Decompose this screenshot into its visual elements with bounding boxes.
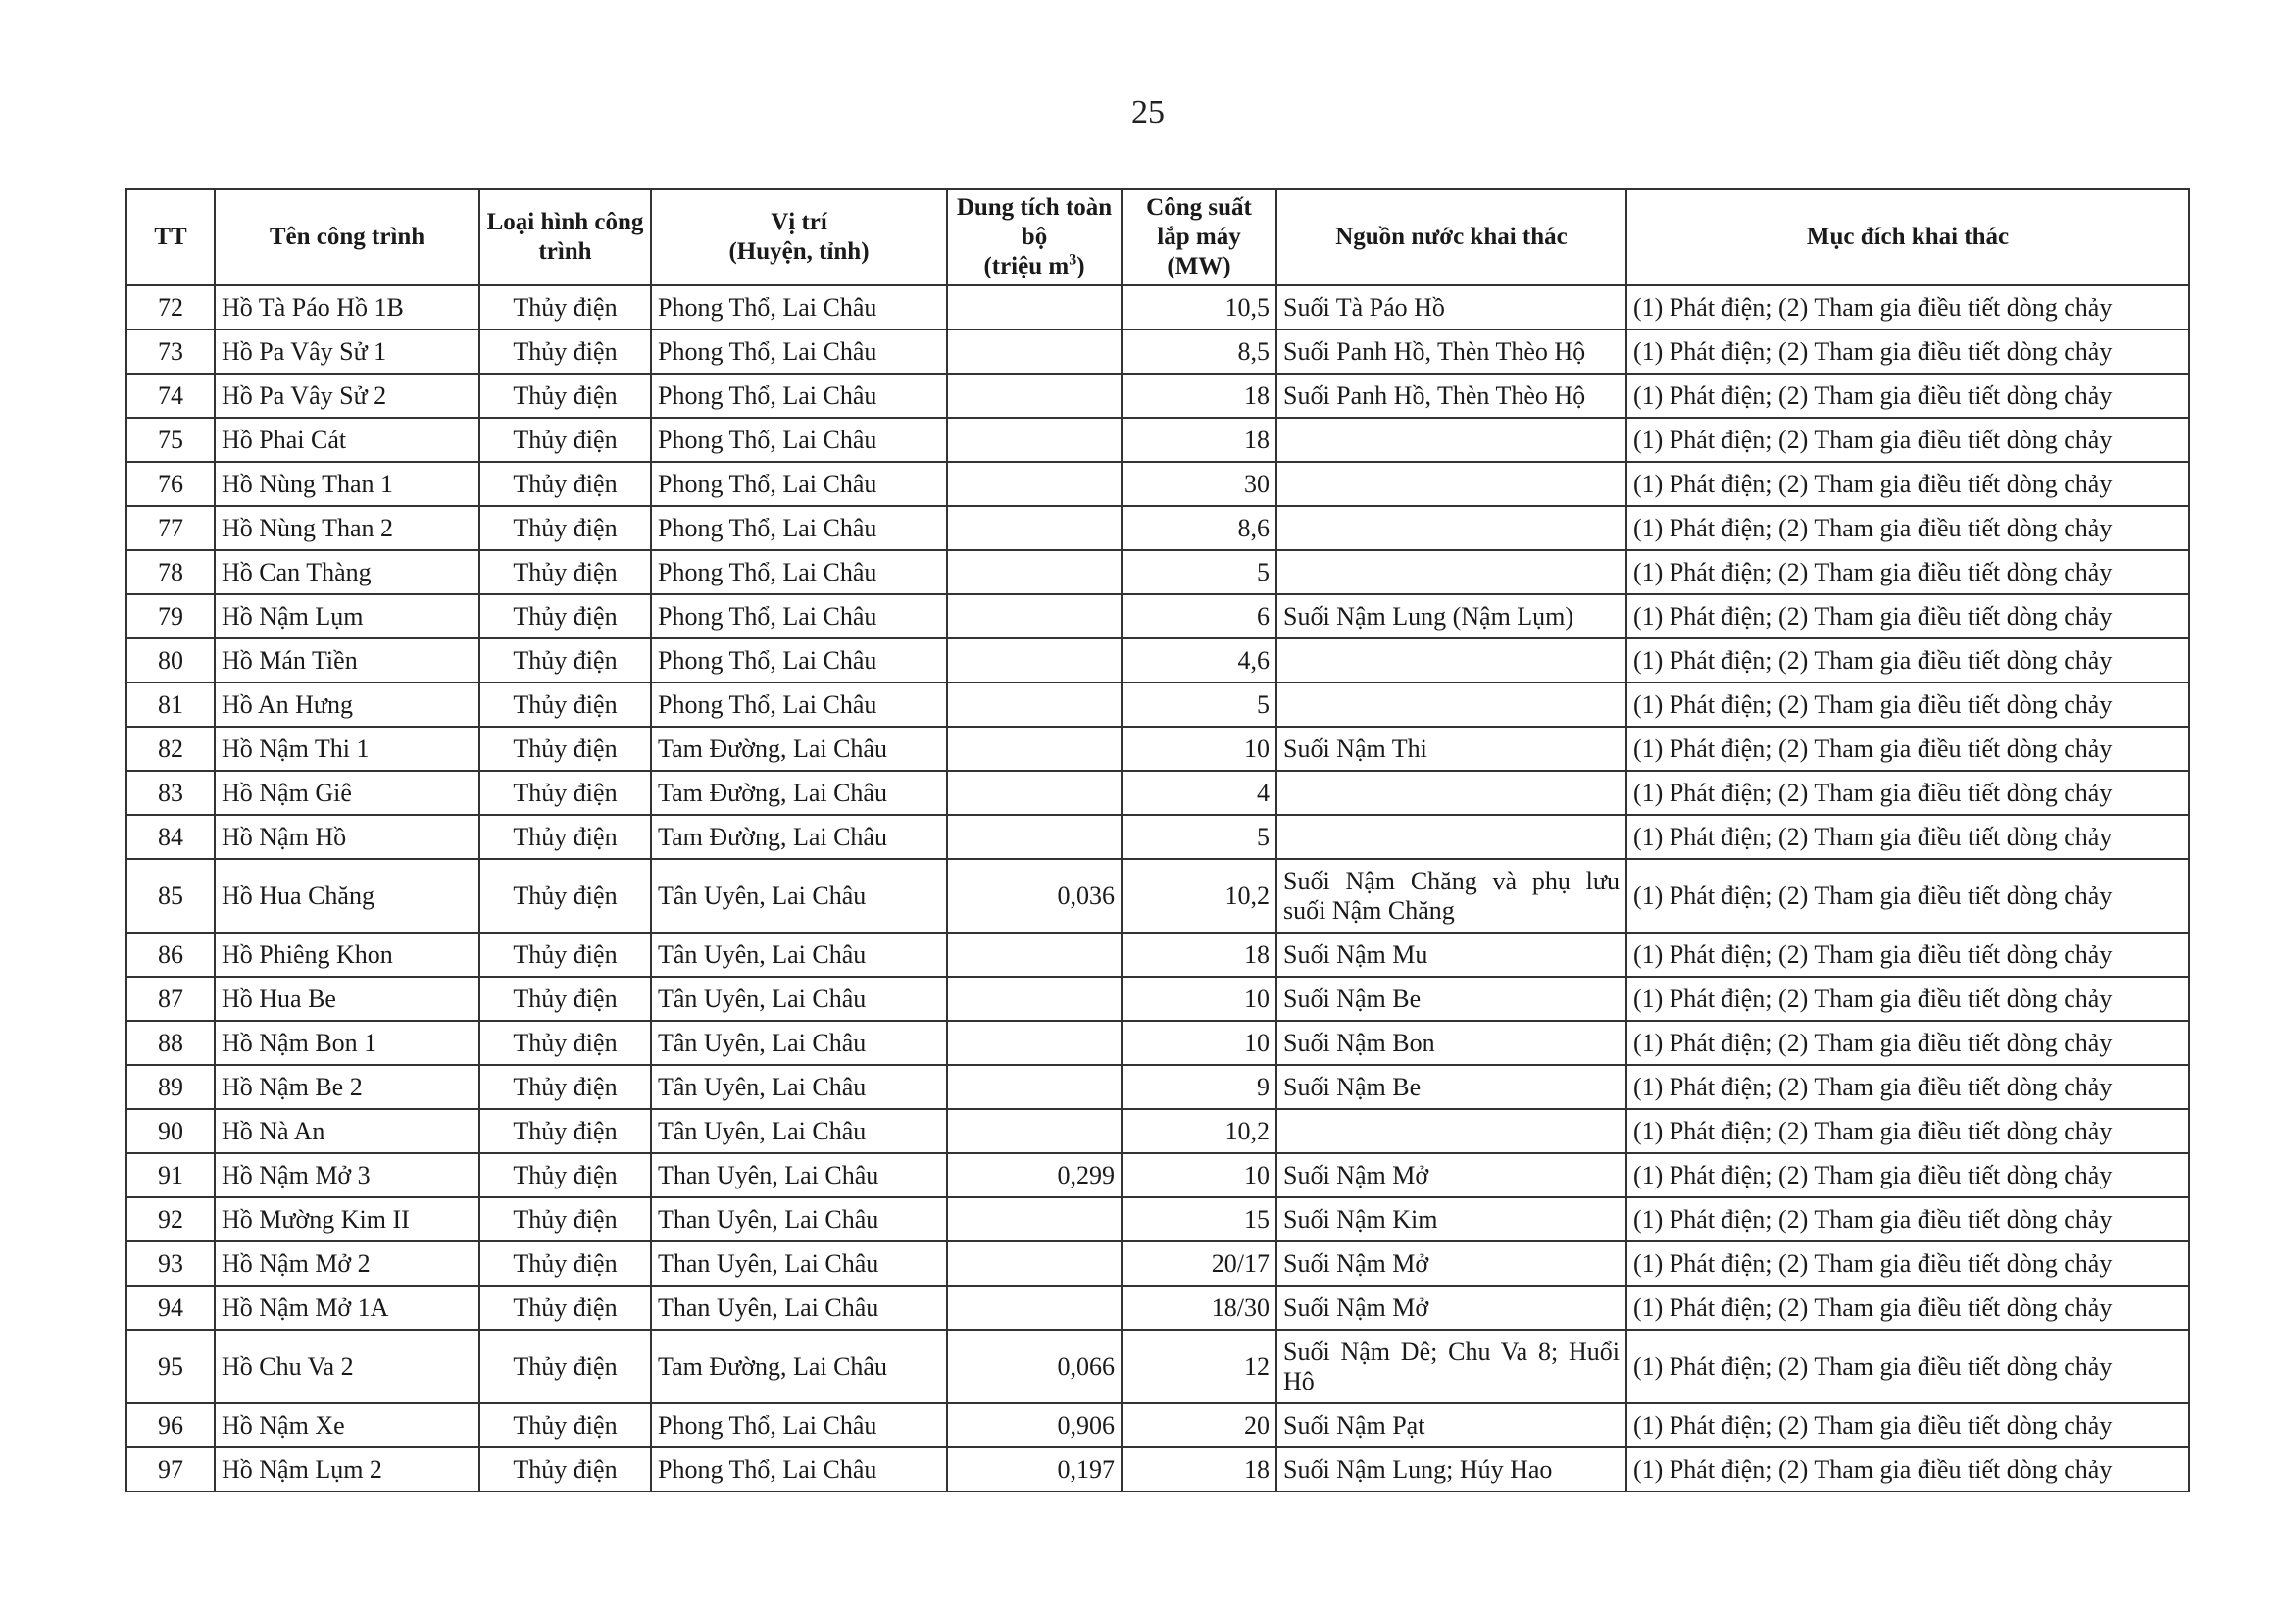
cell-type: Thủy điện [479,727,651,771]
cell-source: Suối Nậm Bon [1276,1021,1626,1065]
cell-source: Suối Nậm Be [1276,977,1626,1021]
table-row [126,1197,2189,1241]
cell-purpose: (1) Phát điện; (2) Tham gia điều tiết dòng chảy [1626,1241,2189,1286]
table-row [126,1330,2189,1403]
table-row [126,1021,2189,1065]
cell-tt: 80 [126,638,215,683]
table-row [126,1109,2189,1153]
cell-name: Hồ Nậm Bon 1 [215,1021,479,1065]
cell-power: 18 [1122,1447,1276,1492]
cell-location: Phong Thổ, Lai Châu [651,683,947,727]
cell-name: Hồ Nùng Than 2 [215,506,479,550]
cell-type: Thủy điện [479,1447,651,1492]
table-row [126,418,2189,462]
cell-type: Thủy điện [479,462,651,506]
cell-capacity: 0,906 [947,1403,1122,1447]
header-location-line1: Vị trí [771,209,827,235]
table-row [126,462,2189,506]
cell-location: Tam Đường, Lai Châu [651,1330,947,1403]
cell-power: 10 [1122,977,1276,1021]
cell-type: Thủy điện [479,1241,651,1286]
cell-purpose: (1) Phát điện; (2) Tham gia điều tiết dòng chảy [1626,285,2189,329]
cell-purpose: (1) Phát điện; (2) Tham gia điều tiết dòng chảy [1626,506,2189,550]
cell-purpose: (1) Phát điện; (2) Tham gia điều tiết dòng chảy [1626,1065,2189,1109]
cell-location: Than Uyên, Lai Châu [651,1241,947,1286]
cell-capacity [947,1241,1122,1286]
table-row [126,771,2189,815]
cell-power: 18 [1122,418,1276,462]
cell-source: Suối Nậm Kim [1276,1197,1626,1241]
cell-capacity [947,1197,1122,1241]
cell-location: Than Uyên, Lai Châu [651,1197,947,1241]
table-row [126,1286,2189,1330]
cell-power: 8,5 [1122,329,1276,374]
cell-power: 10,5 [1122,285,1276,329]
cell-tt: 84 [126,815,215,859]
header-capacity-line2 [954,252,1115,281]
table-body [126,285,2189,1492]
header-tt: TT [126,189,215,285]
cell-source: Suối Nậm Mở [1276,1286,1626,1330]
cell-name: Hồ Nậm Thi 1 [215,727,479,771]
cell-power: 5 [1122,815,1276,859]
table-header-row [126,189,2189,285]
cell-tt: 74 [126,374,215,418]
cell-name: Hồ Hua Chăng [215,859,479,933]
cell-name: Hồ Mán Tiền [215,638,479,683]
cell-power: 20/17 [1122,1241,1276,1286]
cell-tt: 85 [126,859,215,933]
header-name: Tên công trình [215,189,479,285]
cell-capacity [947,771,1122,815]
table-row [126,638,2189,683]
cell-type: Thủy điện [479,1403,651,1447]
cell-name: Hồ Mường Kim II [215,1197,479,1241]
cell-capacity [947,329,1122,374]
cell-power: 10 [1122,1153,1276,1197]
cell-location: Tam Đường, Lai Châu [651,771,947,815]
cell-tt: 91 [126,1153,215,1197]
table-row [126,329,2189,374]
cell-name: Hồ Nậm Lụm 2 [215,1447,479,1492]
cell-source [1276,771,1626,815]
cell-source: Suối Nậm Lung (Nậm Lụm) [1276,594,1626,638]
cell-purpose: (1) Phát điện; (2) Tham gia điều tiết dòng chảy [1626,683,2189,727]
cell-tt: 96 [126,1403,215,1447]
cell-capacity: 0,197 [947,1447,1122,1492]
cell-name: Hồ Tà Páo Hồ 1B [215,285,479,329]
cell-source: Suối Nậm Mở [1276,1153,1626,1197]
cell-power: 6 [1122,594,1276,638]
cell-power: 12 [1122,1330,1276,1403]
cell-purpose: (1) Phát điện; (2) Tham gia điều tiết dòng chảy [1626,1197,2189,1241]
cell-type: Thủy điện [479,329,651,374]
header-location-line2: (Huyện, tỉnh) [728,238,870,265]
cell-power: 9 [1122,1065,1276,1109]
cell-capacity [947,815,1122,859]
cell-capacity [947,933,1122,977]
table-row [126,815,2189,859]
cell-tt: 83 [126,771,215,815]
table-row [126,859,2189,933]
header-capacity-sup: 3 [1069,251,1077,269]
cell-source [1276,683,1626,727]
cell-tt: 90 [126,1109,215,1153]
cell-source: Suối Nậm Chăng và phụ lưu suối Nậm Chăng [1276,859,1626,933]
cell-power: 30 [1122,462,1276,506]
cell-location: Tân Uyên, Lai Châu [651,1109,947,1153]
cell-name: Hồ Can Thàng [215,550,479,594]
cell-source [1276,550,1626,594]
cell-type: Thủy điện [479,815,651,859]
header-power-line2: (MW) [1167,253,1231,279]
cell-purpose: (1) Phát điện; (2) Tham gia điều tiết dòng chảy [1626,1153,2189,1197]
cell-name: Hồ Nậm Lụm [215,594,479,638]
cell-source: Suối Nậm Lung; Húy Hao [1276,1447,1626,1492]
cell-name: Hồ Nậm Xe [215,1403,479,1447]
cell-location: Phong Thổ, Lai Châu [651,550,947,594]
cell-purpose: (1) Phát điện; (2) Tham gia điều tiết dòng chảy [1626,933,2189,977]
cell-purpose: (1) Phát điện; (2) Tham gia điều tiết dòng chảy [1626,771,2189,815]
cell-location: Phong Thổ, Lai Châu [651,1403,947,1447]
cell-purpose: (1) Phát điện; (2) Tham gia điều tiết dòng chảy [1626,418,2189,462]
cell-type: Thủy điện [479,594,651,638]
header-capacity-unit: (triệu m [983,253,1070,279]
cell-capacity [947,1021,1122,1065]
cell-location: Phong Thổ, Lai Châu [651,638,947,683]
cell-power: 10 [1122,727,1276,771]
cell-type: Thủy điện [479,1109,651,1153]
cell-capacity [947,1286,1122,1330]
table-row [126,977,2189,1021]
cell-type: Thủy điện [479,1286,651,1330]
cell-type: Thủy điện [479,933,651,977]
cell-source [1276,462,1626,506]
cell-name: Hồ Nậm Mở 2 [215,1241,479,1286]
header-power [1122,189,1276,285]
cell-name: Hồ An Hưng [215,683,479,727]
cell-tt: 82 [126,727,215,771]
cell-purpose: (1) Phát điện; (2) Tham gia điều tiết dòng chảy [1626,594,2189,638]
cell-location: Tân Uyên, Lai Châu [651,1065,947,1109]
cell-power: 10 [1122,1021,1276,1065]
cell-source: Suối Nậm Dê; Chu Va 8; Huổi Hô [1276,1330,1626,1403]
cell-power: 15 [1122,1197,1276,1241]
cell-capacity [947,977,1122,1021]
cell-type: Thủy điện [479,1153,651,1197]
cell-name: Hồ Nà An [215,1109,479,1153]
header-type: Loại hình công trình [479,189,651,285]
cell-location: Tân Uyên, Lai Châu [651,933,947,977]
cell-capacity [947,594,1122,638]
cell-location: Tân Uyên, Lai Châu [651,977,947,1021]
cell-power: 20 [1122,1403,1276,1447]
cell-power: 18 [1122,933,1276,977]
cell-capacity [947,285,1122,329]
cell-power: 18/30 [1122,1286,1276,1330]
cell-source: Suối Nậm Pạt [1276,1403,1626,1447]
table-row [126,933,2189,977]
cell-purpose: (1) Phát điện; (2) Tham gia điều tiết dòng chảy [1626,638,2189,683]
header-capacity-line1: Dung tích toàn bộ [956,194,1113,250]
cell-source [1276,1109,1626,1153]
cell-location: Phong Thổ, Lai Châu [651,462,947,506]
cell-location: Phong Thổ, Lai Châu [651,506,947,550]
header-capacity-close: ) [1076,253,1085,279]
cell-purpose: (1) Phát điện; (2) Tham gia điều tiết dòng chảy [1626,1447,2189,1492]
cell-type: Thủy điện [479,977,651,1021]
cell-capacity [947,374,1122,418]
cell-source: Suối Nậm Mu [1276,933,1626,977]
header-source: Nguồn nước khai thác [1276,189,1626,285]
table-row [126,594,2189,638]
cell-name: Hồ Pa Vây Sử 2 [215,374,479,418]
cell-tt: 89 [126,1065,215,1109]
cell-type: Thủy điện [479,771,651,815]
header-purpose: Mục đích khai thác [1626,189,2189,285]
header-power-line1: Công suất lắp máy [1146,194,1252,250]
table-row [126,1447,2189,1492]
table-row [126,506,2189,550]
cell-capacity [947,418,1122,462]
cell-name: Hồ Pa Vây Sử 1 [215,329,479,374]
cell-source: Suối Nậm Be [1276,1065,1626,1109]
cell-type: Thủy điện [479,506,651,550]
cell-purpose: (1) Phát điện; (2) Tham gia điều tiết dòng chảy [1626,815,2189,859]
cell-type: Thủy điện [479,374,651,418]
cell-purpose: (1) Phát điện; (2) Tham gia điều tiết dòng chảy [1626,1330,2189,1403]
cell-source [1276,418,1626,462]
cell-location: Tam Đường, Lai Châu [651,727,947,771]
cell-location: Phong Thổ, Lai Châu [651,329,947,374]
cell-location: Tân Uyên, Lai Châu [651,1021,947,1065]
cell-power: 4 [1122,771,1276,815]
cell-capacity [947,506,1122,550]
cell-type: Thủy điện [479,1065,651,1109]
page-number: 25 [1131,94,1165,130]
cell-capacity: 0,036 [947,859,1122,933]
cell-type: Thủy điện [479,638,651,683]
cell-source: Suối Panh Hồ, Thèn Thèo Hộ [1276,374,1626,418]
cell-tt: 88 [126,1021,215,1065]
cell-power: 5 [1122,683,1276,727]
cell-capacity [947,462,1122,506]
cell-tt: 73 [126,329,215,374]
table-row [126,374,2189,418]
cell-name: Hồ Nậm Hồ [215,815,479,859]
cell-power: 18 [1122,374,1276,418]
cell-type: Thủy điện [479,285,651,329]
cell-purpose: (1) Phát điện; (2) Tham gia điều tiết dòng chảy [1626,1021,2189,1065]
table-row [126,1065,2189,1109]
cell-purpose: (1) Phát điện; (2) Tham gia điều tiết dòng chảy [1626,1403,2189,1447]
cell-type: Thủy điện [479,550,651,594]
table-row [126,683,2189,727]
cell-name: Hồ Phai Cát [215,418,479,462]
cell-location: Phong Thổ, Lai Châu [651,594,947,638]
table-row [126,285,2189,329]
cell-source [1276,506,1626,550]
cell-tt: 72 [126,285,215,329]
cell-purpose: (1) Phát điện; (2) Tham gia điều tiết dòng chảy [1626,977,2189,1021]
cell-type: Thủy điện [479,1330,651,1403]
hydropower-table [125,188,2190,1492]
cell-power: 8,6 [1122,506,1276,550]
cell-power: 10,2 [1122,1109,1276,1153]
cell-location: Than Uyên, Lai Châu [651,1153,947,1197]
cell-tt: 97 [126,1447,215,1492]
cell-capacity: 0,066 [947,1330,1122,1403]
cell-name: Hồ Phiêng Khon [215,933,479,977]
header-location [651,189,947,285]
cell-capacity [947,638,1122,683]
cell-name: Hồ Hua Be [215,977,479,1021]
cell-capacity: 0,299 [947,1153,1122,1197]
cell-type: Thủy điện [479,859,651,933]
cell-location: Phong Thổ, Lai Châu [651,374,947,418]
cell-purpose: (1) Phát điện; (2) Tham gia điều tiết dòng chảy [1626,1286,2189,1330]
cell-source [1276,638,1626,683]
cell-tt: 95 [126,1330,215,1403]
cell-tt: 86 [126,933,215,977]
cell-capacity [947,683,1122,727]
cell-tt: 75 [126,418,215,462]
cell-name: Hồ Nậm Giê [215,771,479,815]
cell-capacity [947,550,1122,594]
cell-source: Suối Nậm Mở [1276,1241,1626,1286]
cell-source [1276,815,1626,859]
cell-location: Tân Uyên, Lai Châu [651,859,947,933]
cell-name: Hồ Nậm Mở 3 [215,1153,479,1197]
table-row [126,1153,2189,1197]
cell-name: Hồ Chu Va 2 [215,1330,479,1403]
cell-type: Thủy điện [479,1197,651,1241]
table-row [126,1403,2189,1447]
cell-type: Thủy điện [479,683,651,727]
cell-power: 10,2 [1122,859,1276,933]
cell-purpose: (1) Phát điện; (2) Tham gia điều tiết dòng chảy [1626,1109,2189,1153]
cell-source: Suối Panh Hồ, Thèn Thèo Hộ [1276,329,1626,374]
cell-location: Phong Thổ, Lai Châu [651,1447,947,1492]
cell-name: Hồ Nùng Than 1 [215,462,479,506]
cell-tt: 77 [126,506,215,550]
cell-name: Hồ Nậm Be 2 [215,1065,479,1109]
cell-location: Phong Thổ, Lai Châu [651,285,947,329]
table-row [126,550,2189,594]
cell-purpose: (1) Phát điện; (2) Tham gia điều tiết dòng chảy [1626,727,2189,771]
cell-purpose: (1) Phát điện; (2) Tham gia điều tiết dòng chảy [1626,462,2189,506]
cell-power: 5 [1122,550,1276,594]
cell-location: Phong Thổ, Lai Châu [651,418,947,462]
cell-capacity [947,1109,1122,1153]
cell-tt: 93 [126,1241,215,1286]
cell-tt: 94 [126,1286,215,1330]
cell-tt: 76 [126,462,215,506]
cell-purpose: (1) Phát điện; (2) Tham gia điều tiết dòng chảy [1626,550,2189,594]
cell-tt: 92 [126,1197,215,1241]
header-capacity [947,189,1122,285]
cell-tt: 79 [126,594,215,638]
cell-purpose: (1) Phát điện; (2) Tham gia điều tiết dòng chảy [1626,374,2189,418]
cell-type: Thủy điện [479,1021,651,1065]
cell-tt: 87 [126,977,215,1021]
cell-location: Tam Đường, Lai Châu [651,815,947,859]
table-row [126,1241,2189,1286]
cell-tt: 78 [126,550,215,594]
cell-tt: 81 [126,683,215,727]
cell-capacity [947,1065,1122,1109]
cell-purpose: (1) Phát điện; (2) Tham gia điều tiết dòng chảy [1626,329,2189,374]
cell-power: 4,6 [1122,638,1276,683]
cell-name: Hồ Nậm Mở 1A [215,1286,479,1330]
cell-purpose: (1) Phát điện; (2) Tham gia điều tiết dòng chảy [1626,859,2189,933]
table-row [126,727,2189,771]
cell-location: Than Uyên, Lai Châu [651,1286,947,1330]
cell-type: Thủy điện [479,418,651,462]
cell-source: Suối Tà Páo Hồ [1276,285,1626,329]
cell-capacity [947,727,1122,771]
cell-source: Suối Nậm Thi [1276,727,1626,771]
